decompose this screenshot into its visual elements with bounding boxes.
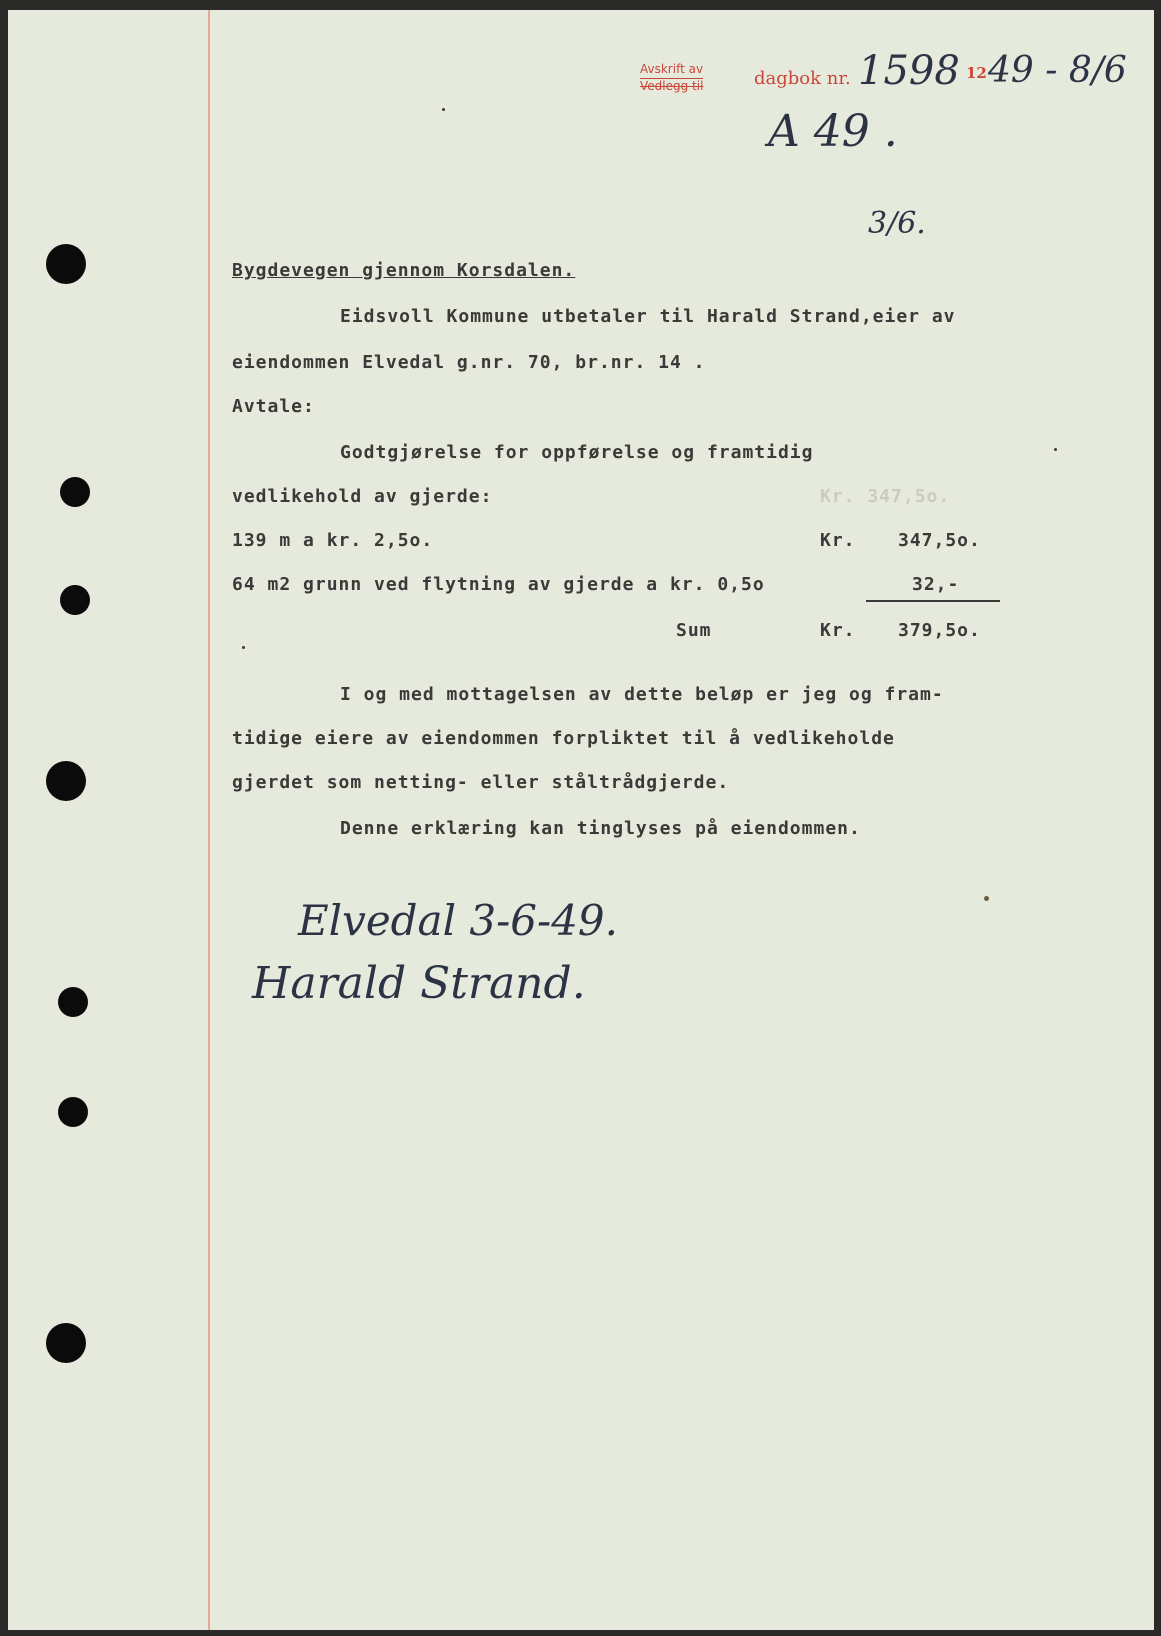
punch-hole-4 (46, 761, 86, 801)
initials-annotation: 3/6. (868, 206, 926, 241)
stamp-line-2: Vedlegg til (640, 79, 704, 93)
obligation-line-2: tidige eiere av eiendommen forpliktet til å vedlikeholde (232, 728, 895, 749)
signature-place-date: Elvedal 3-6-49. (298, 896, 619, 945)
ink-speck (442, 108, 445, 111)
punch-hole-1 (46, 244, 86, 284)
punch-hole-5 (58, 987, 88, 1017)
dagbok-number: 1598 (858, 48, 960, 94)
registration-line: Denne erklæring kan tinglyses på eiendommen. (340, 818, 861, 839)
faint-amount: Kr. 347,5o. (820, 486, 951, 507)
document-page (8, 10, 1154, 1630)
item-1-desc: 139 m a kr. 2,5o. (232, 530, 434, 551)
margin-line (208, 10, 210, 1630)
document-title: Bygdevegen gjennom Korsdalen. (232, 260, 576, 281)
obligation-line-1: I og med mottagelsen av dette beløp er jeg og fram- (340, 684, 944, 705)
sum-currency: Kr. (820, 620, 856, 641)
item-1-currency: Kr. (820, 530, 856, 551)
compensation-line-1: Godtgjørelse for oppførelse og framtidig (340, 442, 814, 463)
compensation-line-2: vedlikehold av gjerde: (232, 486, 493, 507)
stamp-line-1: Avskrift av (640, 62, 703, 79)
sum-rule (866, 600, 1000, 602)
ink-speck (242, 646, 245, 649)
sum-label: Sum (676, 620, 712, 641)
punch-hole-7 (46, 1323, 86, 1363)
ink-speck (1054, 448, 1057, 451)
obligation-line-3: gjerdet som netting- eller ståltrådgjerde. (232, 772, 730, 793)
agreement-label: Avtale: (232, 396, 315, 417)
registry-stamp (640, 62, 703, 94)
punch-hole-6 (58, 1097, 88, 1127)
item-1-amount: 347,5o. (898, 530, 981, 551)
punch-hole-2 (60, 477, 90, 507)
dagbok-mark: 12 (966, 64, 987, 82)
item-2-amount: 32,- (912, 574, 960, 595)
dagbok-label: dagbok nr. (754, 68, 851, 89)
dagbok-date: 49 - 8/6 (988, 50, 1127, 91)
intro-line-2: eiendommen Elvedal g.nr. 70, br.nr. 14 . (232, 352, 706, 373)
item-2-desc: 64 m2 grunn ved flytning av gjerde a kr. 0,5o (232, 574, 765, 595)
archive-code: A 49 . (768, 106, 898, 157)
ink-speck (984, 896, 989, 901)
signature-name: Harald Strand. (252, 958, 586, 1009)
sum-amount: 379,5o. (898, 620, 981, 641)
punch-hole-3 (60, 585, 90, 615)
intro-line-1: Eidsvoll Kommune utbetaler til Harald Strand,eier av (340, 306, 956, 327)
